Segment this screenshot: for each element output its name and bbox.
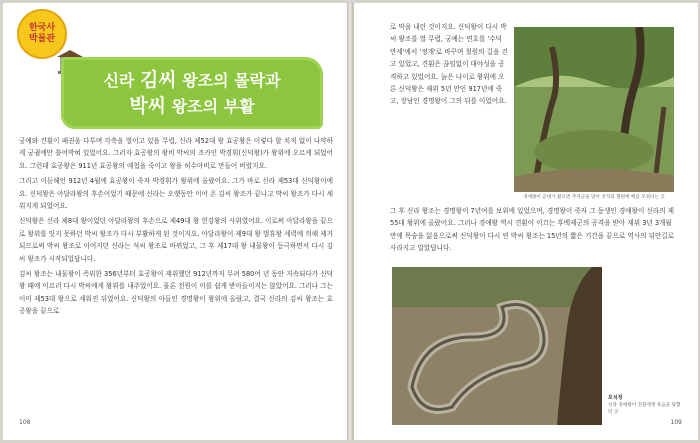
paragraph: 신덕왕은 신라 제8대 왕이었던 아달라왕의 후손으로 제49대 왕 헌강왕의 사위였어요. 이로써 아달라왕을 끝으로 왕위를 잇지 못하던 박씨 왕조가 다시 부활하게 된 것이지요. 아달라왕이 제9대 왕 벌휴왕 세력에 의해 제거되므로써 박씨 왕조로 이어지던 신라는 석씨 왕조로 바뀌었고, 그 후 제17대 왕 내물왕이 등극하면서 다시 김씨 왕조가 시작되었답니다. [19, 217, 333, 263]
badge-line-2: 박물관 [28, 34, 56, 44]
right-body-text-wide: 그 후 신라 왕조는 경명왕이 7년여를 보위에 있었으며, 경명왕이 죽자 그 동생인 경애왕이 신라의 제55대 왕위에 올랐어요. 그러나 경애왕 역시 견훤이 이끄는 후백제군의 공격을 받아 재위 3년 3개월 만에 목숨을 잃음으로써 신덕왕이 다시 연 박씨 왕조는 15년의 짧은 기간을 끝으로 역사의 뒤안길로 사라지고 말았답니다. [390, 207, 675, 253]
paragraph: 그리고 이듬해인 912년 4월에 효공왕이 죽자 박경휘가 왕위에 올랐어요. 그가 바로 신라 제53대 신덕왕이에요. 신덕왕은 아달라왕의 후손이었기 때문에 신라는 오랫동안 이어 온 김씨 왕조가 끝나고 박씨 왕조가 다시 세워지게 되었어요. [19, 177, 333, 211]
right-page [353, 3, 698, 440]
title-banner [61, 57, 323, 129]
caption-2-body: 신라 경애왕이 견훤에게 죽음을 당했던 곳 [608, 403, 681, 415]
badge-line-1: 한국사 [28, 23, 56, 33]
page-number-left: 108 [19, 419, 31, 426]
caption-2-title: 포석정 [608, 395, 623, 401]
left-body-text [19, 135, 333, 321]
title-line-1: 신라 김씨 왕조의 몰락과 [103, 69, 281, 91]
photo-caption-1: 경애왕이 군대가 왔으면 추격군을 맞아 궁지의 형편에 배를 모았다는 곳 [523, 195, 665, 200]
paragraph: 김씨 왕조는 내물왕이 즉위한 356년부터 효공왕이 재위했던 912년까지 무려 580여 년 동안 지속되다가 신덕왕 때에 이르러 다시 박씨에게 왕위를 내주었어요. 물론 전원이 이를 쉽게 받아들이지는 않았어요. 그러나 그는 이미 제53대 왕으로 세워진 뒤였어요. 신덕왕의 아들인 경명왕이 왕위에 올랐고, 결국 신라의 김씨 왕조는 효공왕을 끝으로 [19, 270, 333, 316]
photo-caption-2 [608, 395, 682, 416]
title-line-2: 박씨 왕조의 부활 [129, 95, 255, 117]
tomb-forest-photo [514, 27, 674, 192]
poseokjeong-photo [392, 267, 602, 425]
right-body-text-top: 로 막을 내린 것이지요. 신덕왕이 다시 박씨 왕조를 열 무렵, 궁예는 연호를 '수덕만세'에서 '정개'로 바꾸며 철원의 길을 걷고 있었고, 견훤은 끊임없이 대야성을 공격하고 있었어요. 늙은 나이로 왕위에 오른 신덕왕은 재위 5년 만인 917년에 죽고, 장남인 경명왕이 그의 뒤를 이었어요. [390, 23, 508, 106]
paragraph: 궁예와 견훤이 패권을 다투며 각축을 벌이고 있을 무렵, 신라 제52대 왕 효공왕은 이렇다 할 치적 없이 나약하게 궁궐에만 틀어박혀 있었어요. 그러자 효공왕의 왕비 박씨의 조카인 박경휘(신덕왕)가 왕위에 오르게 되었어요. 그런데 효공왕은 911년 효공왕의 애첩을 죽이고 왕을 허수아비로 만들어 버렸지요. [19, 137, 333, 170]
left-page [3, 3, 348, 440]
book-spread [3, 3, 697, 440]
page-number-right: 109 [670, 419, 682, 426]
